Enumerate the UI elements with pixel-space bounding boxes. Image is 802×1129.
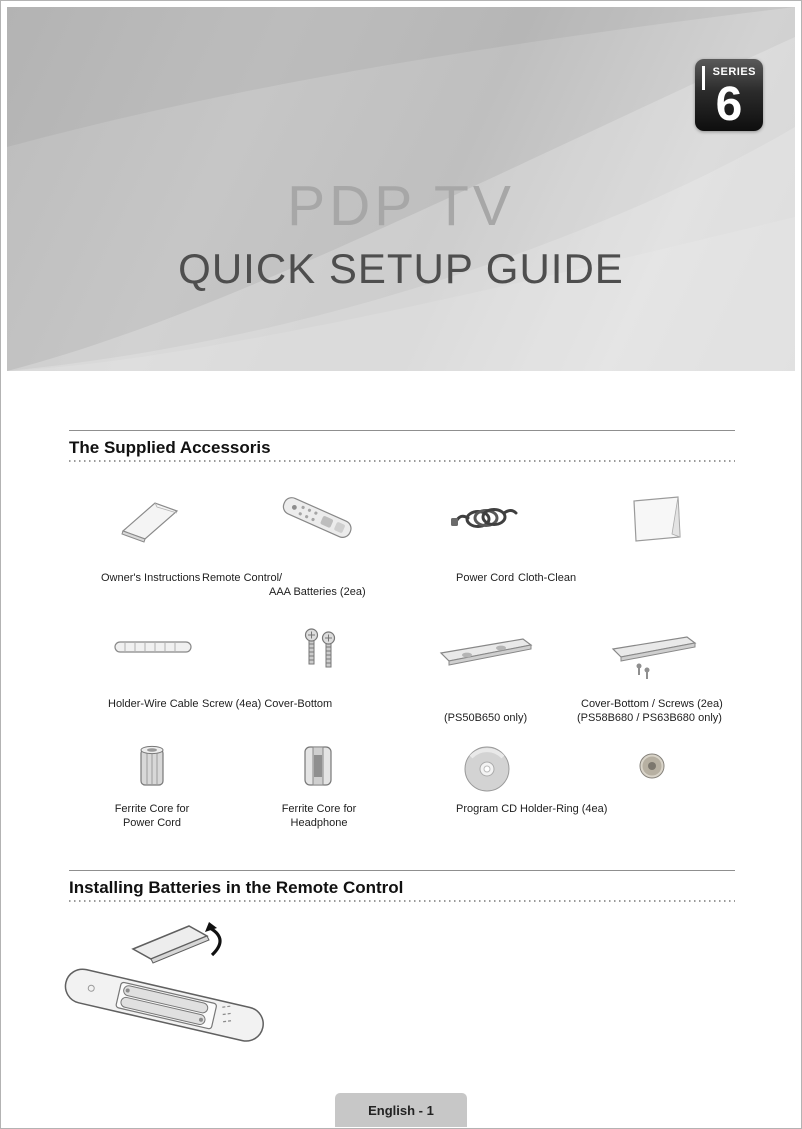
owners-instructions-label: Owner's Instructions: [101, 572, 201, 584]
power-cord-icon: [449, 499, 519, 537]
ferrite-headphone-label-line2: Headphone: [290, 817, 348, 829]
owners-instructions-icon: [111, 491, 186, 546]
cover-bottom-screws-icon: [609, 631, 701, 681]
section-divider: [69, 870, 735, 871]
accessories-heading: The Supplied Accessoris: [69, 438, 271, 457]
dotted-divider: [69, 900, 735, 902]
holder-ring-icon: [637, 751, 667, 781]
series-label: SERIES: [712, 66, 756, 78]
series-number: 6: [715, 78, 743, 131]
screws-icon: [297, 625, 343, 681]
remote-battery-diagram: [59, 919, 277, 1051]
remote-control-label-line2: AAA Batteries (2ea): [269, 586, 366, 598]
holder-wire-cable-label: Holder-Wire Cable: [108, 698, 199, 710]
ferrite-core-power-icon: [136, 743, 168, 789]
header-banner: [7, 7, 795, 371]
ferrite-power-label-line2: Power Cord: [122, 817, 182, 829]
ferrite-power-label-line1: Ferrite Core for: [114, 803, 190, 815]
dotted-divider: [69, 460, 735, 462]
cloth-clean-label: Cloth-Clean: [518, 572, 577, 584]
holder-ring-label: Holder-Ring (4ea): [520, 803, 608, 815]
cover-bottom-icon: [437, 631, 535, 673]
page-number-badge: [335, 1093, 467, 1127]
page-number-label: English - 1: [368, 1102, 434, 1118]
power-cord-label: Power Cord: [456, 572, 515, 584]
cover-bottom-screws-label-line2: (PS58B680 / PS63B680 only): [577, 712, 722, 724]
section-divider: [69, 430, 735, 431]
ferrite-core-headphone-icon: [301, 743, 335, 789]
screw-cover-bottom-label: Screw (4ea) Cover-Bottom: [202, 698, 333, 710]
program-cd-label: Program CD: [456, 803, 518, 815]
series-6-badge: [695, 59, 763, 131]
document-subtitle: QUICK SETUP GUIDE: [178, 245, 624, 292]
remote-control-label-line1: Remote Control/: [202, 572, 283, 584]
ps50b650-only-label: (PS50B650 only): [444, 712, 528, 724]
batteries-heading: Installing Batteries in the Remote Control: [69, 878, 404, 897]
cover-bottom-screws-label-line1: Cover-Bottom / Screws (2ea): [581, 698, 723, 710]
ferrite-headphone-label-line1: Ferrite Core for: [281, 803, 357, 815]
holder-wire-cable-icon: [113, 637, 193, 657]
cloth-clean-icon: [628, 493, 684, 545]
document-title: PDP TV: [287, 174, 515, 238]
remote-control-icon: [276, 487, 358, 549]
program-cd-icon: [463, 745, 511, 793]
